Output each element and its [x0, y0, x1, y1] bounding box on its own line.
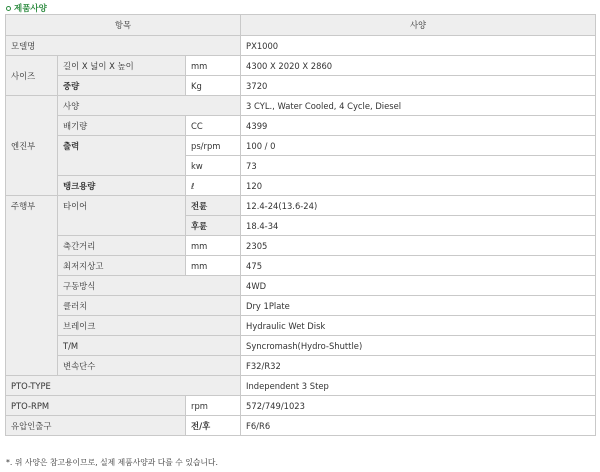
group-label: 주행부: [6, 196, 58, 376]
row-label: 중량: [58, 76, 186, 96]
table-row: [6, 96, 596, 116]
table-row: [6, 396, 596, 416]
row-value: 18.4-34: [241, 216, 596, 236]
row-value: 3720: [241, 76, 596, 96]
row-unit: ps/rpm: [186, 136, 241, 156]
row-unit: Kg: [186, 76, 241, 96]
row-label: 축간거리: [58, 236, 186, 256]
row-unit: mm: [186, 236, 241, 256]
table-row: [6, 376, 596, 396]
section-title: [6, 2, 47, 14]
header-spec: 사양: [241, 15, 596, 36]
row-label: 모델명: [6, 36, 241, 56]
row-unit: ℓ: [186, 176, 241, 196]
table-row: [6, 36, 596, 56]
table-row: [6, 136, 596, 156]
row-value: Hydraulic Wet Disk: [241, 316, 596, 336]
row-label: 브레이크: [58, 316, 241, 336]
row-label: 길이 X 넓이 X 높이: [58, 56, 186, 76]
row-value: Syncromash(Hydro-Shuttle): [241, 336, 596, 356]
row-value: 4WD: [241, 276, 596, 296]
row-value: 475: [241, 256, 596, 276]
table-row: [6, 56, 596, 76]
table-row: [6, 76, 596, 96]
row-unit: mm: [186, 256, 241, 276]
header-item: 항목: [6, 15, 241, 36]
table-row: [6, 196, 596, 216]
row-value: Dry 1Plate: [241, 296, 596, 316]
row-label: 변속단수: [58, 356, 241, 376]
row-unit: CC: [186, 116, 241, 136]
table-row: [6, 176, 596, 196]
row-unit: mm: [186, 56, 241, 76]
row-value: 100 / 0: [241, 136, 596, 156]
row-label: 최저지상고: [58, 256, 186, 276]
row-value: 4399: [241, 116, 596, 136]
table-row: [6, 276, 596, 296]
row-value: 73: [241, 156, 596, 176]
row-label: 타이어: [58, 196, 186, 236]
row-unit: rpm: [186, 396, 241, 416]
row-value: Independent 3 Step: [241, 376, 596, 396]
section-title-text: 제품사양: [14, 4, 47, 14]
table-row: [6, 236, 596, 256]
row-unit: 전/후: [186, 416, 241, 436]
footnote: *. 위 사양은 참고용이므로, 실제 제품사양과 다를 수 있습니다.: [6, 458, 218, 467]
row-sublabel: 전륜: [186, 196, 241, 216]
row-unit: kw: [186, 156, 241, 176]
row-label: PTO-TYPE: [6, 376, 241, 396]
circle-bullet-icon: [6, 6, 11, 11]
row-label: PTO-RPM: [6, 396, 186, 416]
table-row: [6, 356, 596, 376]
group-label: 엔진부: [6, 96, 58, 196]
row-value: 4300 X 2020 X 2860: [241, 56, 596, 76]
row-value: F6/R6: [241, 416, 596, 436]
row-label: 탱크용량: [58, 176, 186, 196]
row-value: 120: [241, 176, 596, 196]
table-row: [6, 336, 596, 356]
row-value: 3 CYL., Water Cooled, 4 Cycle, Diesel: [241, 96, 596, 116]
row-label: 배기량: [58, 116, 186, 136]
table-row: [6, 316, 596, 336]
table-row: [6, 116, 596, 136]
row-label: T/M: [58, 336, 241, 356]
row-value: 2305: [241, 236, 596, 256]
row-value: PX1000: [241, 36, 596, 56]
row-value: F32/R32: [241, 356, 596, 376]
table-row: [6, 256, 596, 276]
row-value: 572/749/1023: [241, 396, 596, 416]
row-label: 사양: [58, 96, 241, 116]
row-sublabel: 후륜: [186, 216, 241, 236]
table-header-row: [6, 15, 596, 36]
row-label: 클러치: [58, 296, 241, 316]
table-row: [6, 296, 596, 316]
spec-table: [5, 14, 596, 436]
row-value: 12.4-24(13.6-24): [241, 196, 596, 216]
row-label: 유압인출구: [6, 416, 186, 436]
group-label: 사이즈: [6, 56, 58, 96]
row-label: 출력: [58, 136, 186, 176]
row-label: 구동방식: [58, 276, 241, 296]
table-row: [6, 416, 596, 436]
